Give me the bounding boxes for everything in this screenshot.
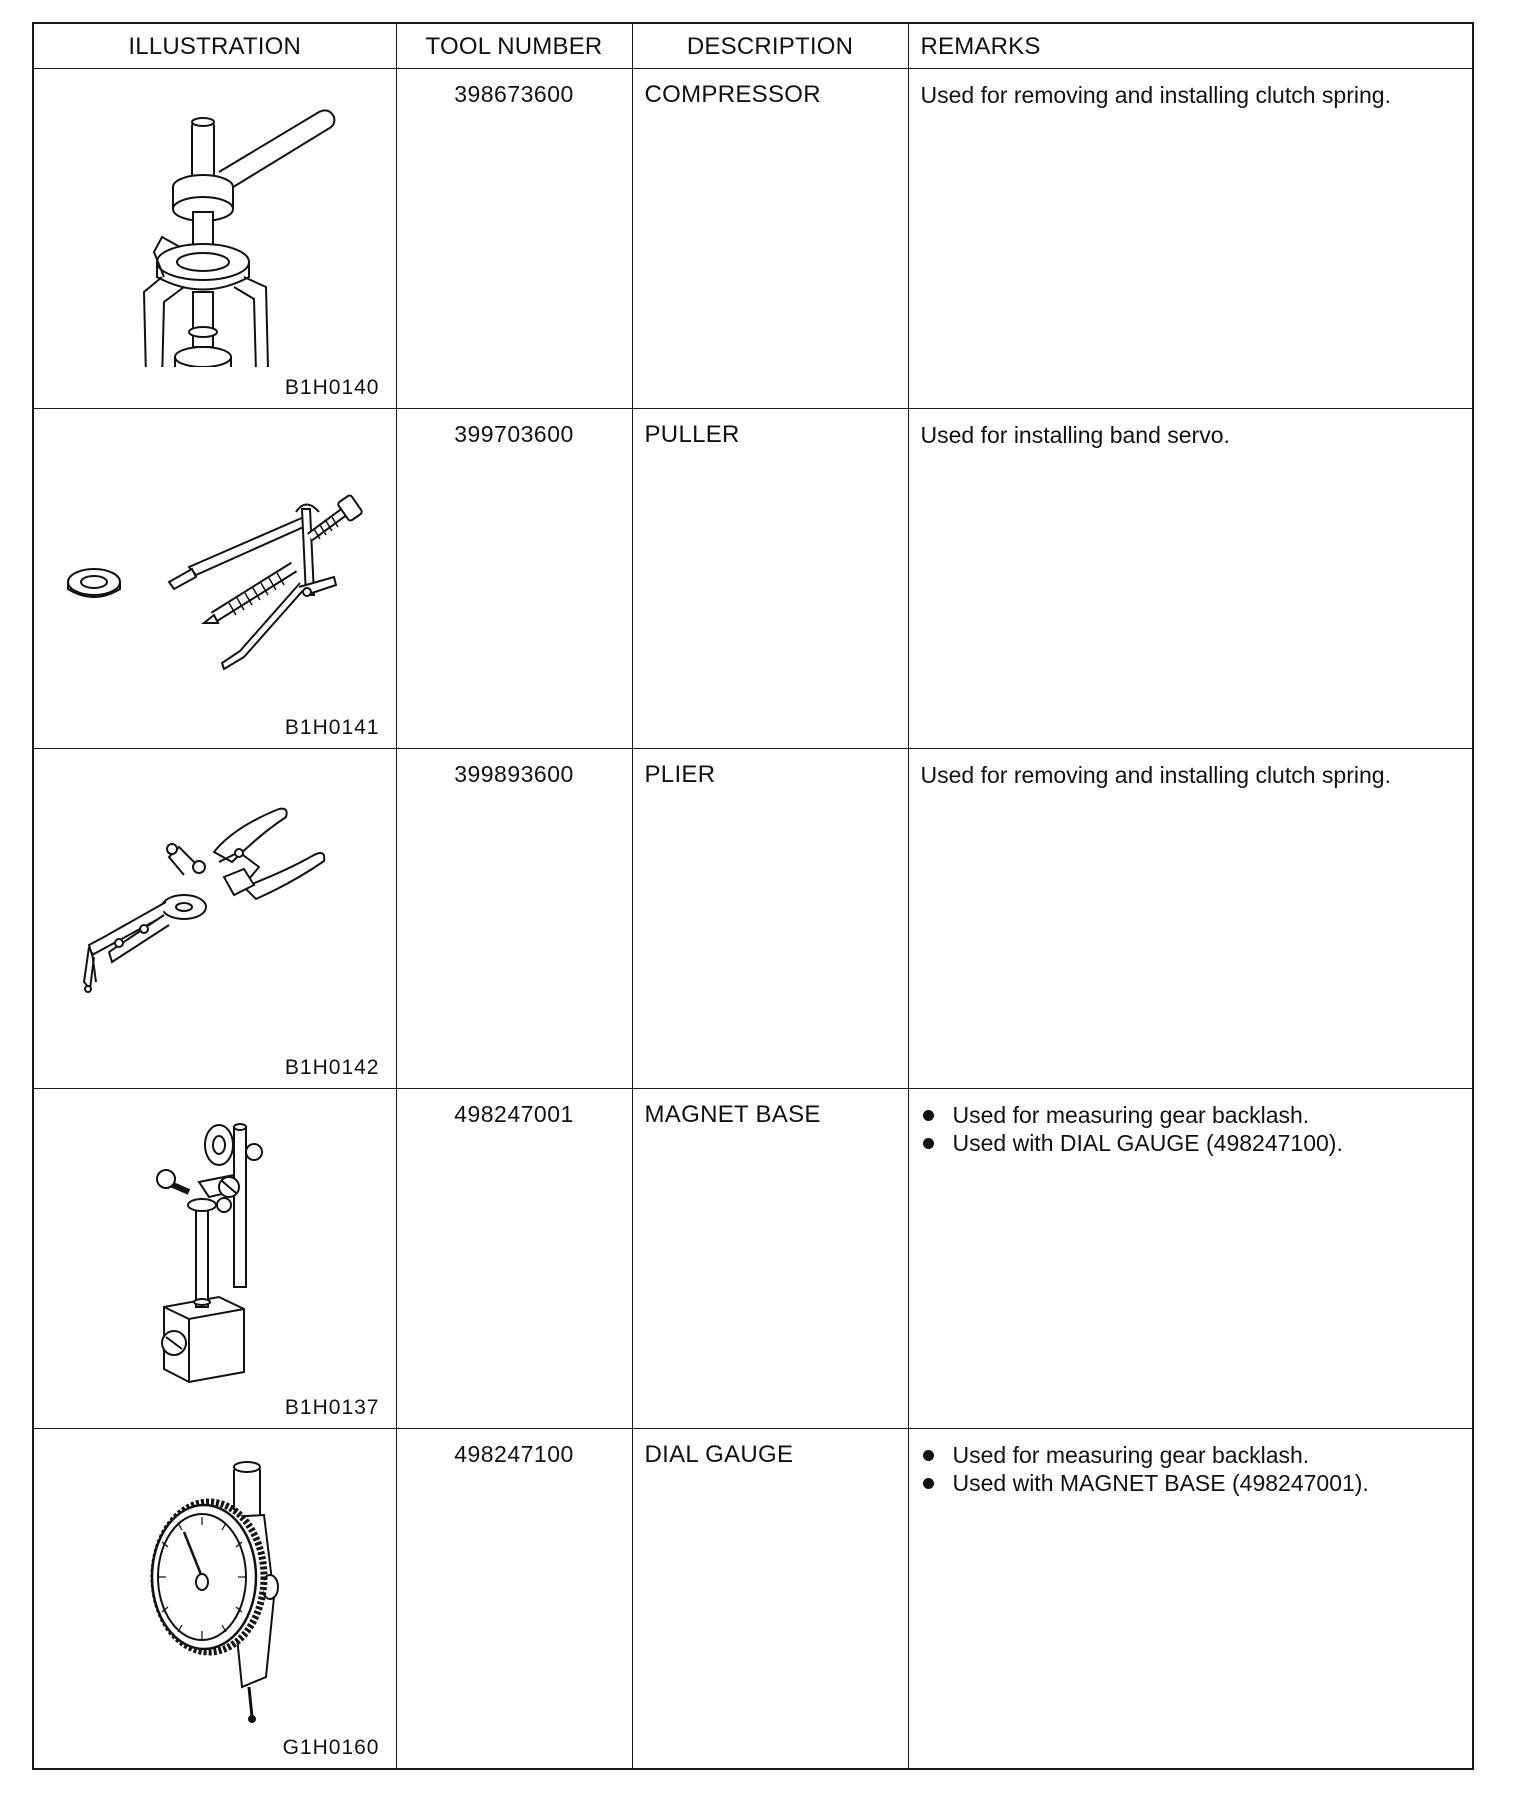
list-item (921, 1441, 1465, 1469)
figure-code: B1H0137 (284, 1396, 380, 1419)
table-row (33, 69, 1473, 409)
tool-number-cell: 399893600 (396, 749, 632, 1089)
header-remarks: REMARKS (908, 23, 1473, 69)
remark-text: Used for removing and installing clutch spring. (920, 82, 1391, 108)
tool-number-cell: 498247100 (396, 1429, 632, 1769)
bullet-icon (923, 1110, 934, 1121)
figure-code: G1H0160 (282, 1735, 380, 1759)
remarks-cell (908, 1089, 1473, 1429)
tool-number-cell: 399703600 (396, 409, 632, 749)
description-cell: PULLER (632, 409, 908, 749)
header-illustration: ILLUSTRATION (33, 23, 396, 69)
magnet-base-icon (44, 1097, 374, 1387)
remarks-cell (908, 69, 1473, 409)
table-row (33, 1089, 1473, 1429)
bullet-icon (923, 1138, 934, 1149)
description-cell: COMPRESSOR (632, 69, 908, 409)
illustration-cell (33, 69, 396, 409)
remark-text: Used for installing band servo. (920, 422, 1230, 448)
remarks-cell (908, 749, 1473, 1089)
description-cell: DIAL GAUGE (632, 1429, 908, 1769)
illustration-cell (33, 749, 396, 1089)
bullet-icon (923, 1478, 934, 1489)
tool-number-cell: 398673600 (396, 69, 632, 409)
remark-text: Used for removing and installing clutch spring. (920, 762, 1391, 788)
figure-code: B1H0142 (284, 1056, 380, 1079)
illustration-cell (33, 1089, 396, 1429)
special-tools-table (32, 22, 1474, 1770)
figure-code: B1H0141 (284, 716, 380, 739)
plier-icon (44, 757, 374, 1047)
table-row (33, 749, 1473, 1089)
description-cell: PLIER (632, 749, 908, 1089)
remarks-list (921, 1101, 1465, 1157)
bullet-icon (923, 1450, 934, 1461)
tool-number-cell: 498247001 (396, 1089, 632, 1429)
list-item (921, 1101, 1465, 1129)
illustration-cell (33, 409, 396, 749)
remark-text: Used with DIAL GAUGE (498247100). (952, 1130, 1343, 1156)
compressor-icon (44, 77, 374, 367)
remark-text: Used for measuring gear backlash. (952, 1102, 1310, 1128)
remarks-cell (908, 409, 1473, 749)
remarks-cell (908, 1429, 1473, 1769)
header-tool-number: TOOL NUMBER (396, 23, 632, 69)
remarks-list (921, 1441, 1465, 1497)
remark-text: Used with MAGNET BASE (498247001). (952, 1470, 1369, 1496)
table-row (33, 409, 1473, 749)
table-header-row (33, 23, 1473, 69)
illustration-cell (33, 1429, 396, 1769)
dial-gauge-icon (44, 1437, 374, 1727)
list-item (921, 1469, 1465, 1497)
figure-code: B1H0140 (284, 376, 380, 399)
remark-text: Used for measuring gear backlash. (952, 1442, 1310, 1468)
table-row (33, 1429, 1473, 1769)
description-cell: MAGNET BASE (632, 1089, 908, 1429)
puller-icon (44, 417, 374, 707)
header-description: DESCRIPTION (632, 23, 908, 69)
list-item (921, 1129, 1465, 1157)
